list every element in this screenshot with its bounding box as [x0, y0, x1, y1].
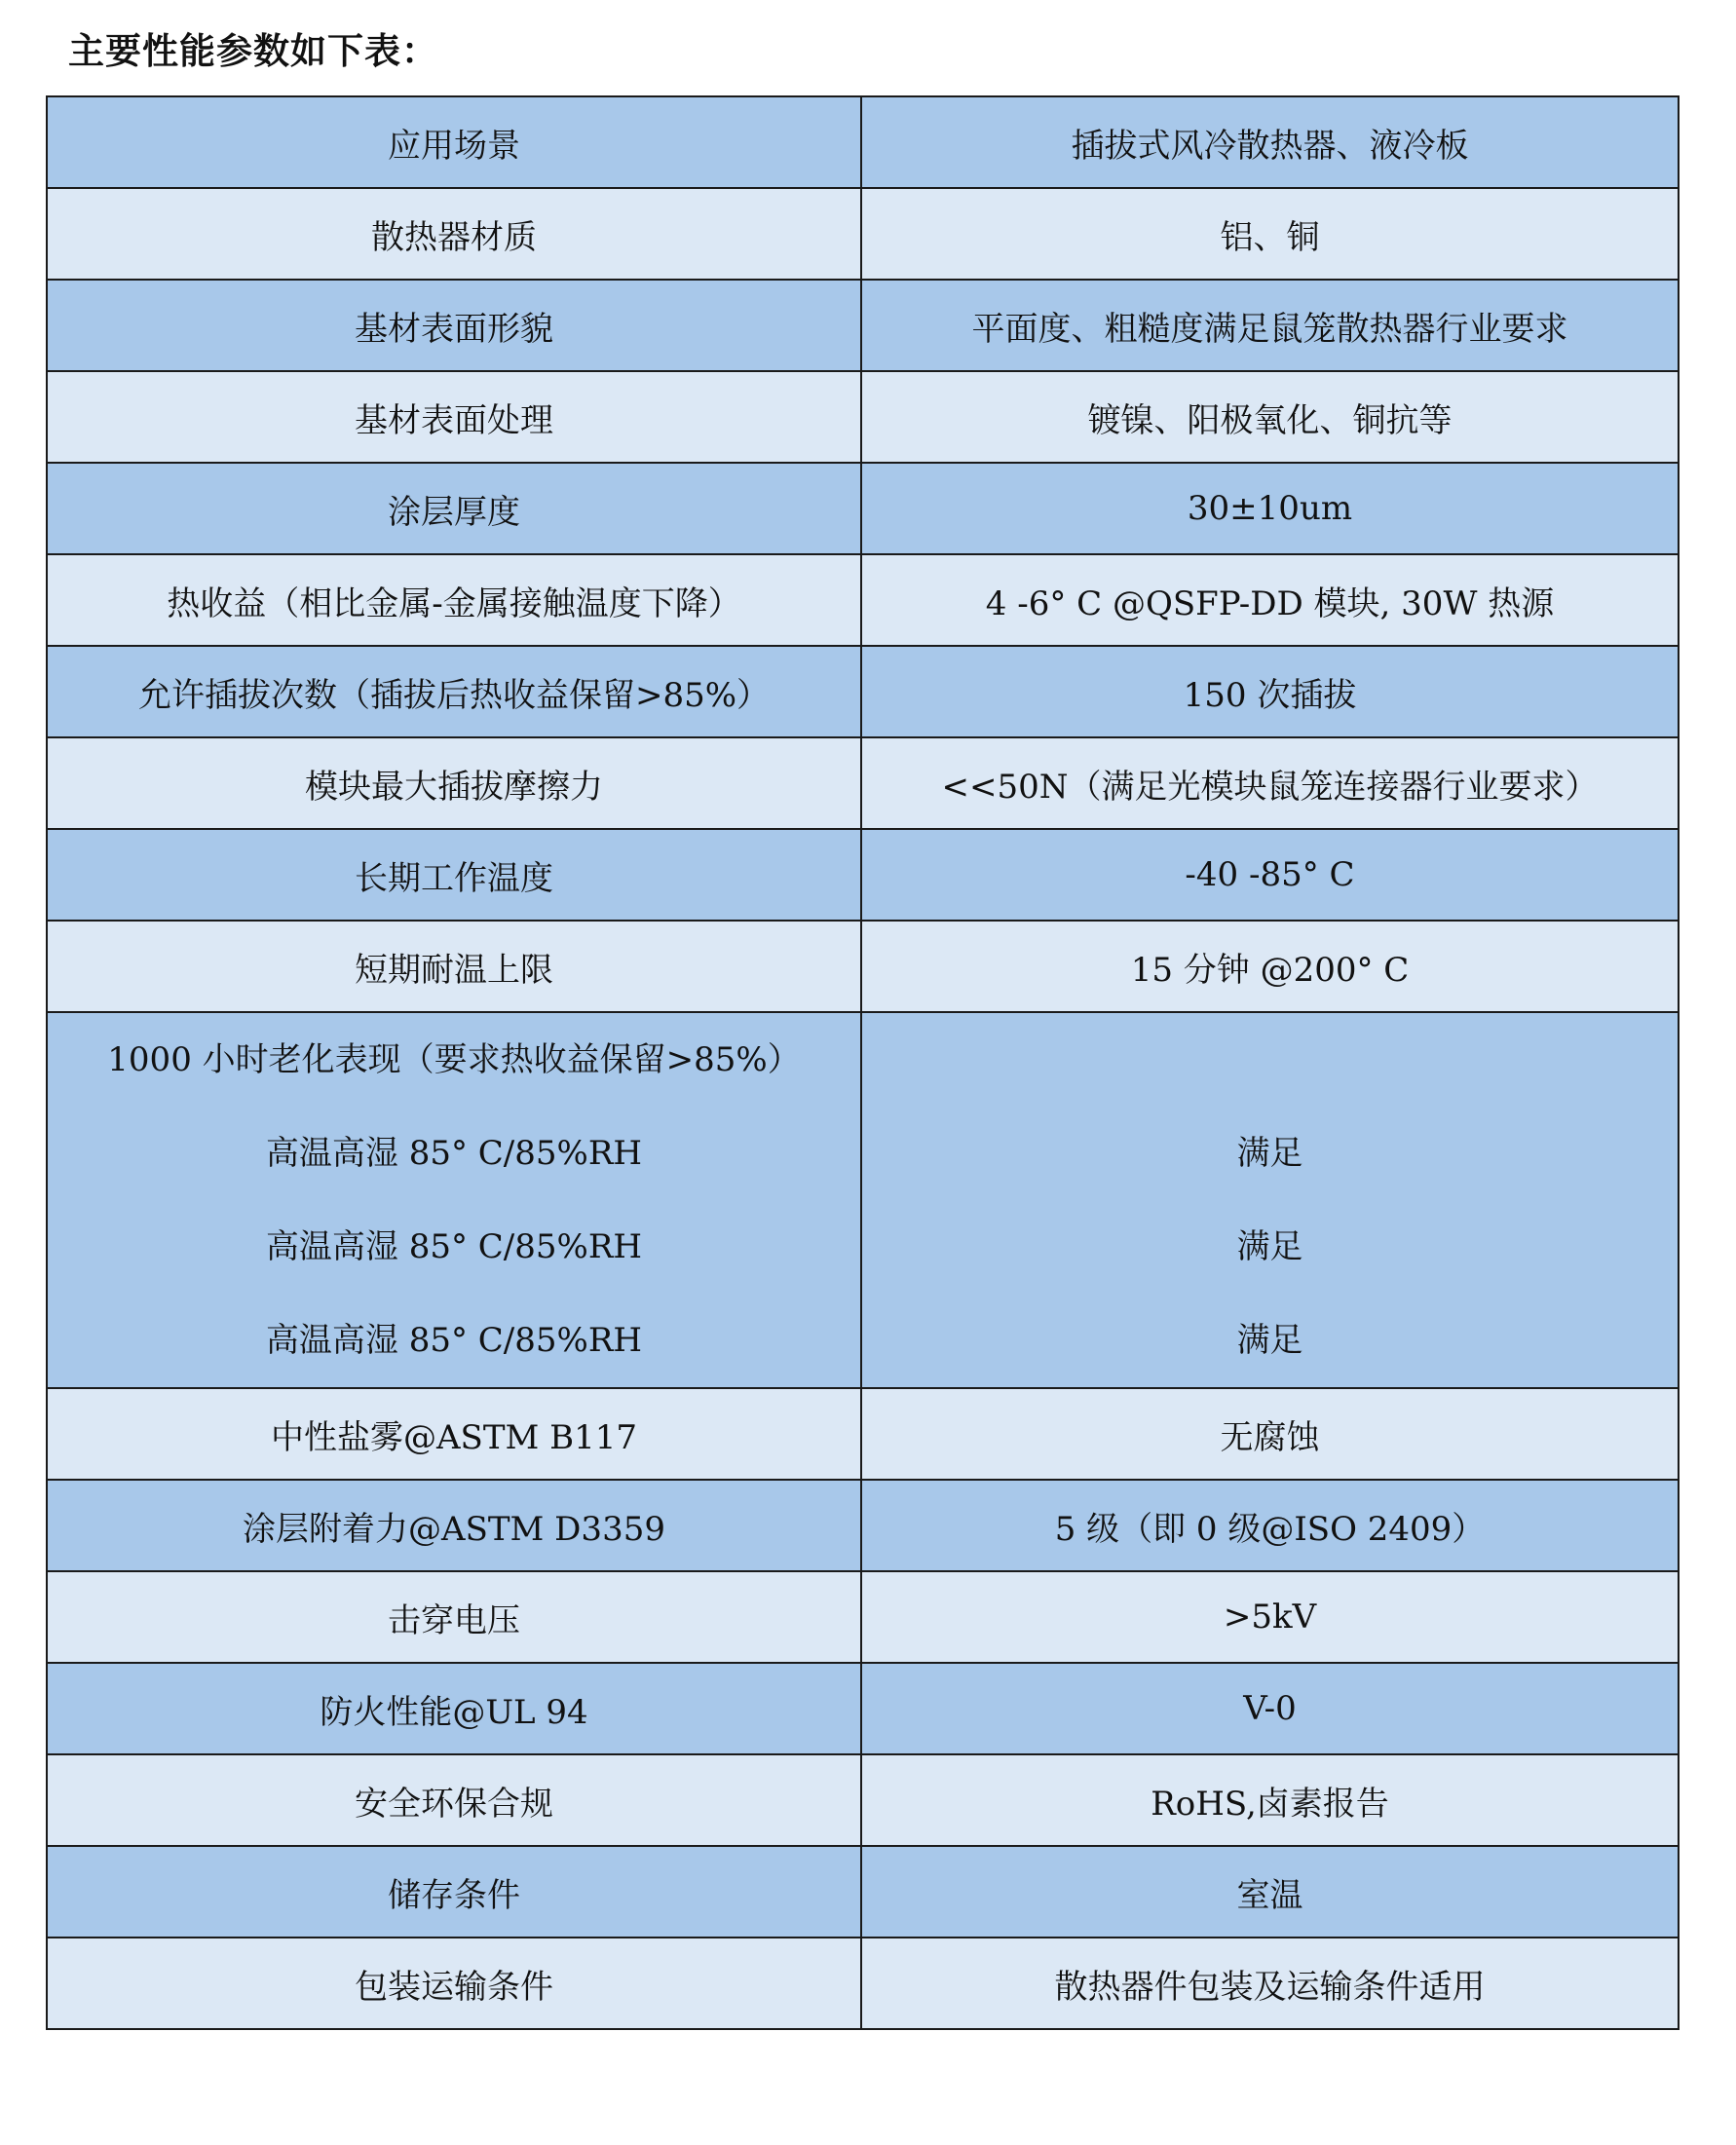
- table-row: [47, 1388, 1679, 1480]
- aging-result: 满足: [1236, 1227, 1303, 1266]
- param-value: 镀镍、阳极氧化、铜抗等: [861, 371, 1679, 463]
- param-value: 15 分钟 @200° C: [861, 921, 1679, 1012]
- aging-title: 1000 小时老化表现（要求热收益保留>85%）: [107, 1040, 801, 1079]
- param-name: 安全环保合规: [47, 1754, 861, 1846]
- param-value: 5 级（即 0 级@ISO 2409）: [861, 1480, 1679, 1571]
- param-value: >5kV: [861, 1571, 1679, 1663]
- table-row: [47, 737, 1679, 829]
- param-value: 平面度、粗糙度满足鼠笼散热器行业要求: [861, 280, 1679, 371]
- param-value: V-0: [861, 1663, 1679, 1754]
- table-row: [47, 1480, 1679, 1571]
- param-value: -40 -85° C: [861, 829, 1679, 921]
- table-row: [47, 829, 1679, 921]
- param-name: 模块最大插拔摩擦力: [47, 737, 861, 829]
- table-row: [47, 554, 1679, 646]
- param-value: 铝、铜: [861, 188, 1679, 280]
- table-row: [47, 463, 1679, 554]
- param-value: 4 -6° C @QSFP-DD 模块, 30W 热源: [861, 554, 1679, 646]
- table-row: [47, 1571, 1679, 1663]
- param-name: 包装运输条件: [47, 1938, 861, 2029]
- param-name: 基材表面处理: [47, 371, 861, 463]
- param-value: 散热器件包装及运输条件适用: [861, 1938, 1679, 2029]
- table-row: [47, 280, 1679, 371]
- aging-condition: 高温高湿 85° C/85%RH: [265, 1134, 643, 1173]
- aging-condition: 高温高湿 85° C/85%RH: [265, 1227, 643, 1266]
- param-name: 热收益（相比金属-金属接触温度下降）: [47, 554, 861, 646]
- aging-names-cell: [47, 1012, 861, 1388]
- table-row: [47, 1754, 1679, 1846]
- performance-parameters-table: [46, 95, 1679, 2030]
- param-value: 30±10um: [861, 463, 1679, 554]
- table-row: [47, 188, 1679, 280]
- param-name: 散热器材质: [47, 188, 861, 280]
- param-name: 允许插拔次数（插拔后热收益保留>85%）: [47, 646, 861, 737]
- table-row: [47, 1663, 1679, 1754]
- page-heading: 主要性能参数如下表：: [68, 30, 438, 72]
- param-value: 室温: [861, 1846, 1679, 1938]
- param-value: 插拔式风冷散热器、液冷板: [861, 96, 1679, 188]
- param-name: 击穿电压: [47, 1571, 861, 1663]
- table-row: [47, 96, 1679, 188]
- table-row: [47, 1938, 1679, 2029]
- param-name: 涂层厚度: [47, 463, 861, 554]
- aging-blank: [862, 1013, 1678, 1107]
- table-row: [47, 1846, 1679, 1938]
- aging-result: 满足: [1236, 1134, 1303, 1173]
- param-name: 基材表面形貌: [47, 280, 861, 371]
- param-value: 无腐蚀: [861, 1388, 1679, 1480]
- param-name: 应用场景: [47, 96, 861, 188]
- param-value: <<50N（满足光模块鼠笼连接器行业要求）: [861, 737, 1679, 829]
- param-name: 涂层附着力@ASTM D3359: [47, 1480, 861, 1571]
- table-row: [47, 371, 1679, 463]
- aging-row: [47, 1012, 1679, 1388]
- aging-result: 满足: [1236, 1321, 1303, 1360]
- param-name: 储存条件: [47, 1846, 861, 1938]
- param-name: 短期耐温上限: [47, 921, 861, 1012]
- table-row: [47, 921, 1679, 1012]
- aging-values-cell: [861, 1012, 1679, 1388]
- param-value: 150 次插拔: [861, 646, 1679, 737]
- aging-condition: 高温高湿 85° C/85%RH: [265, 1321, 643, 1360]
- param-value: RoHS,卤素报告: [861, 1754, 1679, 1846]
- param-name: 长期工作温度: [47, 829, 861, 921]
- table-row: [47, 646, 1679, 737]
- param-name: 防火性能@UL 94: [47, 1663, 861, 1754]
- param-name: 中性盐雾@ASTM B117: [47, 1388, 861, 1480]
